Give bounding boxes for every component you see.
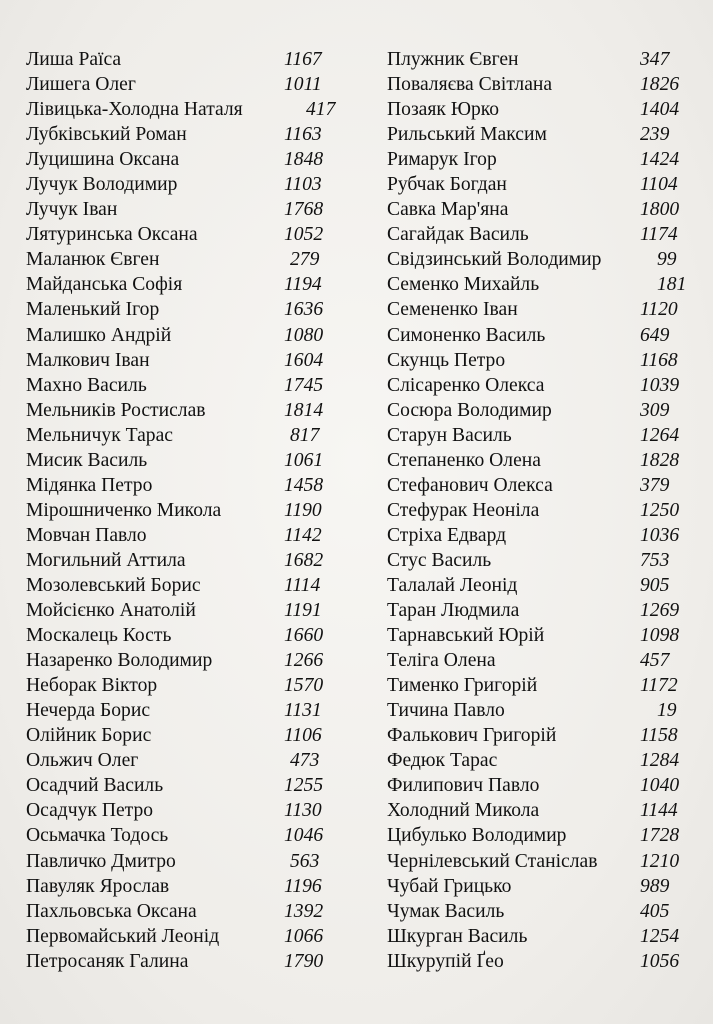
author-name: Теліга Олена <box>387 650 496 672</box>
index-entry <box>387 573 691 598</box>
author-name: Малишко Андрій <box>26 324 172 346</box>
index-entry <box>26 122 332 147</box>
page-number: 1130 <box>284 800 322 822</box>
author-name: Рубчак Богдан <box>387 174 507 196</box>
author-name: Талалай Леонід <box>387 574 518 596</box>
author-name: Мойсієнко Анатолій <box>26 600 196 622</box>
page-number: 1604 <box>284 349 324 371</box>
page-number: 1039 <box>640 374 680 396</box>
page-number: 1040 <box>640 775 680 797</box>
page-number: 1728 <box>640 825 680 847</box>
author-name: Мідянка Петро <box>26 474 153 496</box>
author-name: Таран Людмила <box>387 600 520 622</box>
author-name: Семененко Іван <box>387 299 518 321</box>
index-entry <box>26 222 332 247</box>
page-number: 1098 <box>640 625 680 647</box>
index-entry <box>26 648 332 673</box>
author-name: Осьмачка Тодось <box>26 825 169 847</box>
author-name: Мозолевський Борис <box>26 574 201 596</box>
index-entry <box>26 498 332 523</box>
page-number: 1172 <box>640 675 678 697</box>
author-name: Майданська Софія <box>26 274 183 296</box>
index-entry <box>26 748 332 773</box>
author-name: Петросаняк Галина <box>26 950 189 972</box>
index-entry <box>26 47 332 72</box>
author-name: Павличко Дмитро <box>26 850 176 872</box>
page-number: 817 <box>290 424 320 446</box>
index-entry <box>387 72 691 97</box>
page-number: 1264 <box>640 424 680 446</box>
author-name: Римарук Ігор <box>387 149 497 171</box>
index-entry <box>387 423 691 448</box>
index-entry <box>387 623 691 648</box>
index-entry <box>387 272 691 297</box>
author-name: Тарнавський Юрій <box>387 625 545 647</box>
author-name: Тичина Павло <box>387 700 505 722</box>
index-entry <box>26 172 332 197</box>
page-number: 1061 <box>284 449 324 471</box>
author-name: Шкурган Василь <box>387 925 528 947</box>
page-number: 405 <box>640 900 670 922</box>
page-number: 1080 <box>284 324 324 346</box>
index-entry <box>387 748 691 773</box>
page-number: 1168 <box>640 349 678 371</box>
page-number: 1190 <box>284 499 322 521</box>
page-number: 1210 <box>640 850 680 872</box>
author-name: Сагайдак Василь <box>387 224 529 246</box>
page-number: 1174 <box>640 224 678 246</box>
index-entry <box>387 97 691 122</box>
index-entry <box>26 773 332 798</box>
author-name: Стефурак Неоніла <box>387 499 540 521</box>
author-name: Луцишина Оксана <box>26 149 180 171</box>
author-name: Мельників Ростислав <box>26 399 206 421</box>
index-entry <box>26 473 332 498</box>
index-entry <box>387 798 691 823</box>
page-number: 1745 <box>284 374 324 396</box>
page-number: 379 <box>640 474 670 496</box>
author-name: Нечерда Борис <box>26 700 151 722</box>
index-entry <box>26 72 332 97</box>
page-number: 1120 <box>640 299 678 321</box>
page-number: 181 <box>657 274 687 296</box>
author-name: Слісаренко Олекса <box>387 374 545 396</box>
page-number: 279 <box>290 249 320 271</box>
page-number: 1682 <box>284 549 324 571</box>
index-entry <box>387 147 691 172</box>
page-number: 1828 <box>640 449 680 471</box>
page-number: 1458 <box>284 474 324 496</box>
index-entry <box>387 222 691 247</box>
index-entry <box>26 297 332 322</box>
page-number: 1660 <box>284 625 324 647</box>
author-name: Олійник Борис <box>26 725 152 747</box>
index-entry <box>387 949 691 974</box>
page-number: 1570 <box>284 675 324 697</box>
index-entry <box>387 348 691 373</box>
index-entry <box>26 698 332 723</box>
author-name: Неборак Віктор <box>26 675 158 697</box>
author-name: Чернілевський Станіслав <box>387 850 598 872</box>
author-name: Филипович Павло <box>387 775 540 797</box>
index-entry <box>387 548 691 573</box>
author-name: Стефанович Олекса <box>387 474 553 496</box>
index-entry <box>26 723 332 748</box>
index-entry <box>387 122 691 147</box>
author-name: Скунць Петро <box>387 349 506 371</box>
page-number: 1250 <box>640 499 680 521</box>
page-number: 1255 <box>284 775 324 797</box>
index-entry <box>26 823 332 848</box>
index-entry <box>26 523 332 548</box>
author-name: Шкурупій Ґео <box>387 950 504 972</box>
author-name: Фалькович Григорій <box>387 725 557 747</box>
index-entry <box>387 197 691 222</box>
page-number: 905 <box>640 574 670 596</box>
author-name: Павуляк Ярослав <box>26 875 170 897</box>
right-index-column <box>387 47 691 974</box>
page-number: 1826 <box>640 74 680 96</box>
author-name: Степаненко Олена <box>387 449 541 471</box>
page-number: 1052 <box>284 224 324 246</box>
page-number: 1103 <box>284 174 322 196</box>
author-name: Осадчий Василь <box>26 775 164 797</box>
page-number: 1114 <box>284 574 321 596</box>
index-entry <box>387 673 691 698</box>
page-number: 1142 <box>284 524 322 546</box>
index-entry <box>26 97 336 122</box>
author-name: Мисик Василь <box>26 449 148 471</box>
author-name: Лучук Іван <box>26 199 118 221</box>
page-number: 1800 <box>640 199 680 221</box>
author-name: Цибулько Володимир <box>387 825 567 847</box>
author-name: Плужник Євген <box>387 49 519 70</box>
left-index-column <box>26 47 336 974</box>
author-name: Маленький Ігор <box>26 299 160 321</box>
index-entry <box>26 623 332 648</box>
page-number: 1194 <box>284 274 322 296</box>
page-number: 1254 <box>640 925 680 947</box>
page-number: 1066 <box>284 925 324 947</box>
author-name: Москалець Кость <box>26 625 172 647</box>
index-entry <box>26 548 332 573</box>
page-number: 457 <box>640 650 670 672</box>
index-entry <box>26 598 332 623</box>
index-entry <box>26 147 332 172</box>
page-number: 1106 <box>284 725 322 747</box>
author-name: Ольжич Олег <box>26 750 139 772</box>
page-number: 1392 <box>284 900 324 922</box>
index-entry <box>387 698 691 723</box>
index-entry <box>26 573 332 598</box>
author-name: Лучук Володимир <box>26 174 178 196</box>
index-entry <box>387 247 691 272</box>
index-entry <box>26 899 332 924</box>
author-name: Стріха Едвард <box>387 524 507 546</box>
page-number: 473 <box>290 750 320 772</box>
author-name: Савка Мар'яна <box>387 199 509 221</box>
index-entry <box>26 398 332 423</box>
index-entry <box>387 849 691 874</box>
index-entry <box>26 849 332 874</box>
page-number: 1056 <box>640 950 680 972</box>
page-number: 753 <box>640 549 670 571</box>
page-number: 1158 <box>640 725 678 747</box>
index-entry <box>387 874 691 899</box>
author-name: Первомайський Леонід <box>26 925 220 947</box>
index-entry <box>387 373 691 398</box>
author-name: Рильський Максим <box>387 124 547 146</box>
page-number: 1163 <box>284 124 322 146</box>
author-name: Махно Василь <box>26 374 147 396</box>
page-number: 1144 <box>640 800 678 822</box>
page-number: 989 <box>640 875 670 897</box>
index-entry <box>26 323 332 348</box>
author-name: Чумак Василь <box>387 900 505 922</box>
index-entry <box>26 348 332 373</box>
index-entry <box>387 924 691 949</box>
page-number: 309 <box>640 399 670 421</box>
page-number: 1191 <box>284 600 322 622</box>
page-number: 347 <box>640 49 670 70</box>
author-name: Могильний Аттила <box>26 549 186 571</box>
index-entry <box>26 247 332 272</box>
page-number: 1131 <box>284 700 322 722</box>
index-entry <box>387 47 691 72</box>
page-number: 1196 <box>284 875 322 897</box>
page-number: 1167 <box>284 49 322 70</box>
author-name: Поваляєва Світлана <box>387 74 553 96</box>
author-name: Маланюк Євген <box>26 249 160 271</box>
author-name: Чубай Грицько <box>387 875 512 897</box>
page-number: 1768 <box>284 199 324 221</box>
index-entry <box>26 874 332 899</box>
author-name: Мірошниченко Микола <box>26 499 222 521</box>
index-entry <box>387 823 691 848</box>
index-entry <box>26 373 332 398</box>
page-number: 417 <box>306 99 336 121</box>
author-name: Лубківський Роман <box>26 124 187 146</box>
page-number: 1848 <box>284 149 324 171</box>
page-number: 1269 <box>640 600 680 622</box>
author-name: Семенко Михайль <box>387 274 540 296</box>
page-number: 1104 <box>640 174 678 196</box>
index-entry <box>387 598 691 623</box>
author-name: Тименко Григорій <box>387 675 538 697</box>
page-number: 239 <box>640 124 670 146</box>
page-number: 99 <box>657 249 677 271</box>
page-number: 19 <box>657 700 677 722</box>
author-name: Холодний Микола <box>387 800 540 822</box>
author-name: Лятуринська Оксана <box>26 224 198 246</box>
page-number: 1036 <box>640 524 680 546</box>
page-number: 563 <box>290 850 320 872</box>
page-number: 1011 <box>284 74 322 96</box>
index-entry <box>26 673 332 698</box>
author-name: Мовчан Павло <box>26 524 147 546</box>
index-entry <box>26 272 332 297</box>
page-number: 1636 <box>284 299 324 321</box>
author-name: Симоненко Василь <box>387 324 546 346</box>
author-name: Назаренко Володимир <box>26 650 213 672</box>
author-name: Федюк Тарас <box>387 750 498 772</box>
author-name: Лиша Раїса <box>26 49 122 70</box>
author-name: Позаяк Юрко <box>387 99 500 121</box>
index-entry <box>26 949 332 974</box>
index-entry <box>26 448 332 473</box>
page-number: 1046 <box>284 825 324 847</box>
page-number: 1404 <box>640 99 680 121</box>
author-name: Осадчук Петро <box>26 800 154 822</box>
page-number: 1790 <box>284 950 324 972</box>
author-name: Лівицька-Холодна Наталя <box>26 99 243 121</box>
index-entry <box>26 924 332 949</box>
index-entry <box>387 172 691 197</box>
index-entry <box>26 423 332 448</box>
author-name: Сосюра Володимир <box>387 399 552 421</box>
page-number: 1284 <box>640 750 680 772</box>
author-name: Малкович Іван <box>26 349 150 371</box>
index-entry <box>387 498 691 523</box>
author-name: Лишега Олег <box>26 74 136 96</box>
author-name: Пахльовська Оксана <box>26 900 197 922</box>
index-entry <box>387 323 691 348</box>
page-number: 1814 <box>284 399 324 421</box>
index-entry <box>387 398 691 423</box>
author-name: Свідзинський Володимир <box>387 249 602 271</box>
author-name: Мельничук Тарас <box>26 424 173 446</box>
index-entry <box>387 448 691 473</box>
index-entry <box>387 723 691 748</box>
index-entry <box>387 899 691 924</box>
index-entry <box>387 773 691 798</box>
index-entry <box>387 648 691 673</box>
index-entry <box>387 297 691 322</box>
index-entry <box>387 523 691 548</box>
index-entry <box>387 473 691 498</box>
page-number: 1424 <box>640 149 680 171</box>
page-number: 649 <box>640 324 670 346</box>
author-name: Старун Василь <box>387 424 512 446</box>
index-entry <box>26 197 332 222</box>
author-name: Стус Василь <box>387 549 492 571</box>
index-entry <box>26 798 332 823</box>
page-number: 1266 <box>284 650 324 672</box>
